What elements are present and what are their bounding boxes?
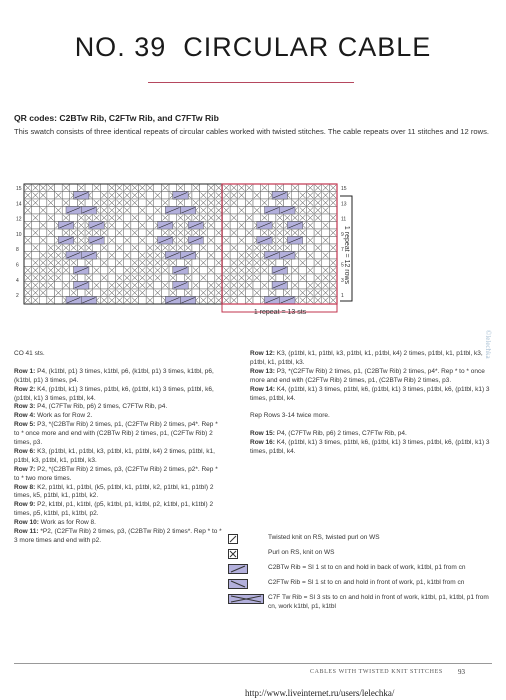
chart-cell <box>184 184 192 192</box>
legend-item-c2ftw <box>228 579 498 589</box>
chart-cell <box>192 274 200 282</box>
chart-cell <box>245 237 253 245</box>
chart-cell <box>291 244 299 252</box>
chart-cell <box>306 229 314 237</box>
chart-cell <box>207 229 215 237</box>
row-text: Work as for Row 2. <box>37 412 93 420</box>
page-number: 93 <box>458 668 465 676</box>
row-number-left: 12 <box>16 216 22 223</box>
chart-cell <box>100 184 108 192</box>
row-number-right: 15 <box>341 186 347 192</box>
chart-cell <box>146 207 154 215</box>
chart-cell <box>161 192 169 200</box>
chart-cell <box>291 274 299 282</box>
row-text: Rep Rows 3-14 twice more. <box>250 412 330 420</box>
chart-cell <box>276 259 284 267</box>
chart-cell <box>47 222 55 230</box>
legend-text: Purl on RS, knit on WS <box>268 549 335 556</box>
chart-cell <box>39 297 47 305</box>
row-number-right: 5 <box>341 262 344 269</box>
row-label: Row 7: <box>14 465 38 473</box>
chart-cell <box>116 252 124 260</box>
row-label: Row 5: <box>14 421 38 429</box>
row-label: Row 12: <box>250 350 277 357</box>
chart-cell <box>123 259 131 267</box>
footer-title: CABLES WITH TWISTED KNIT STITCHES <box>310 669 443 675</box>
row-text: K3, (p1tbl, k1, p1tbl, k3, p1tbl, k1, p1tbl, k4) 2 times, p1tbl, k1, p1tbl, k3, p1tbl, k1, p1tbl, k3. <box>250 350 483 366</box>
row-label: Row 16: <box>250 439 277 447</box>
chart-cell <box>55 297 63 305</box>
side-watermark: ©lelechka <box>484 330 492 359</box>
chart-cell <box>299 184 307 192</box>
chart-cell <box>177 274 185 282</box>
pattern-number: NO. 39 <box>74 32 167 62</box>
row-text: P2, *(C2BTw Rib) 2 times, p3, (C2FTw Rib) 2 times, p2*. Rep * to * two more times. <box>14 465 218 482</box>
legend-text: C2BTw Rib = Sl 1 st to cn and hold in back of work, k1tbl, p1 from cn <box>268 564 466 571</box>
chart-cell <box>55 199 63 207</box>
chart-cell <box>161 289 169 297</box>
chart-cell <box>77 259 85 267</box>
chart-cell <box>123 229 131 237</box>
row-label: Row 2: <box>14 385 38 393</box>
row-label: Row 6: <box>14 447 38 455</box>
chart-cell <box>70 214 78 222</box>
row-label: Row 14: <box>250 385 277 393</box>
row-number-left: 14 <box>16 201 22 208</box>
row-text: P4, (C7FTw Rib, p6) 2 times, C7FTw Rib, p4. <box>37 403 168 411</box>
chart-cell <box>116 222 124 230</box>
row-text: K2, p1tbl, k1, p1tbl, (k5, p1tbl, k1, p1tbl, k2, p1tbl, k1, p1tbl) 2 times, k5, p1tbl, k1, p1tbl, k2. <box>14 483 214 500</box>
chart-cell <box>238 297 246 305</box>
chart-cell <box>207 274 215 282</box>
right-row-2 <box>250 386 494 404</box>
knitting-chart <box>0 176 506 326</box>
chart-cell <box>215 252 223 260</box>
row-number-left: 10 <box>16 231 22 238</box>
page-title <box>0 32 506 63</box>
chart-cell <box>245 289 253 297</box>
c7ftw-icon <box>228 594 264 604</box>
chart-cell <box>276 274 284 282</box>
c2ftw-icon <box>228 579 248 589</box>
row-text: Work as for Row 8. <box>40 519 96 527</box>
row-number-right: 7 <box>341 247 344 254</box>
chart-cell <box>131 222 139 230</box>
row-text: P2, k1tbl, p1, k1tbl, (p5, k1tbl, p1, k1tbl, p2, k1tbl, p1, k1tbl) 2 times, p5, k1tbl, p1, k1tbl, p2. <box>14 501 214 518</box>
chart-cell <box>261 289 269 297</box>
chart-cell <box>169 199 177 207</box>
chart-cell <box>24 244 32 252</box>
chart-cell <box>329 222 337 230</box>
chart-cell <box>253 199 261 207</box>
chart-cell <box>70 199 78 207</box>
legend-text: C2FTw Rib = Sl 1 st to cn and hold in front of work, p1, k1tbl from cn <box>268 579 465 586</box>
chart-cell <box>329 252 337 260</box>
chart-cell <box>284 199 292 207</box>
chart-cell <box>139 229 147 237</box>
left-row-5 <box>14 448 222 466</box>
chart-cell <box>154 199 162 207</box>
chart-cell <box>192 289 200 297</box>
row-label: Row 13: <box>250 367 277 375</box>
chart-cell <box>139 214 147 222</box>
chart-cell <box>230 207 238 215</box>
chart-cell <box>215 267 223 275</box>
right-row-3 <box>250 412 494 421</box>
left-row-6 <box>14 466 222 484</box>
chart-cell <box>200 282 208 290</box>
chart-cell <box>177 259 185 267</box>
instructions-right <box>250 350 494 457</box>
chart-cell <box>154 282 162 290</box>
chart-cell <box>131 237 139 245</box>
legend-item-twisted-knit <box>228 534 498 544</box>
row-text: K4, (p1tbl, k1) 3 times, p1tbl, k6, (p1tbl, k1) 3 times, p1tbl, k6, (p1tbl, k1) 3 times, p1tbl, k4. <box>14 385 214 402</box>
chart-cell <box>222 259 230 267</box>
chart-cell <box>207 244 215 252</box>
chart-cell <box>32 252 40 260</box>
left-row-10 <box>14 528 222 546</box>
chart-cell <box>77 274 85 282</box>
chart-cell <box>245 207 253 215</box>
chart-cell <box>192 244 200 252</box>
chart-cell <box>62 274 70 282</box>
legend-text: C7F Tw Rib = Sl 3 sts to cn and hold in front of work, k1tbl, p1, k1tbl, p1 from cn, work k1tbl, p1, k1tbl <box>268 594 489 610</box>
chart-cell <box>291 192 299 200</box>
chart-cell <box>55 184 63 192</box>
pattern-name: CIRCULAR CABLE <box>183 32 432 62</box>
chart-cell <box>192 192 200 200</box>
chart-cell <box>108 244 116 252</box>
chart-cell <box>184 199 192 207</box>
chart-cell <box>108 274 116 282</box>
chart-cell <box>146 237 154 245</box>
chart-cell <box>55 282 63 290</box>
chart-cell <box>32 237 40 245</box>
chart-cell <box>77 289 85 297</box>
chart-cell <box>322 244 330 252</box>
row-label: Row 11: <box>14 528 41 536</box>
right-row-0 <box>250 350 494 368</box>
chart-cell <box>322 229 330 237</box>
chart-cell <box>161 274 169 282</box>
row-number-left: 15 <box>16 186 22 192</box>
purl-icon <box>228 549 238 559</box>
chart-cell <box>24 214 32 222</box>
chart-cell <box>154 184 162 192</box>
chart-cell <box>139 297 147 305</box>
chart-cell <box>299 267 307 275</box>
row-repeat-label: 1 repeat = 12 rows <box>343 225 350 285</box>
chart-cell <box>93 192 101 200</box>
chart-cell <box>47 289 55 297</box>
row-label: Row 3: <box>14 403 38 411</box>
chart-cell <box>306 259 314 267</box>
chart-cell <box>24 229 32 237</box>
chart-cell <box>62 192 70 200</box>
chart-cell <box>131 207 139 215</box>
chart-cell <box>116 267 124 275</box>
chart-cell <box>131 252 139 260</box>
left-row-3 <box>14 412 222 421</box>
cast-on-line: CO 41 sts. <box>14 350 45 357</box>
chart-cell <box>200 184 208 192</box>
chart-cell <box>55 214 63 222</box>
chart-cell <box>177 289 185 297</box>
chart-cell <box>154 214 162 222</box>
chart-cell <box>314 252 322 260</box>
row-label: Row 10: <box>14 519 41 527</box>
chart-cell <box>329 237 337 245</box>
chart-cell <box>55 229 63 237</box>
twisted-knit-icon <box>228 534 238 544</box>
chart-cell <box>207 259 215 267</box>
chart-cell <box>253 229 261 237</box>
chart-cell <box>284 184 292 192</box>
chart-cell <box>93 274 101 282</box>
chart-cell <box>222 229 230 237</box>
left-row-7 <box>14 484 222 502</box>
chart-cell <box>100 267 108 275</box>
chart-grid <box>24 184 337 304</box>
right-row-1 <box>250 368 494 386</box>
row-number-right: 11 <box>341 216 347 223</box>
chart-cell <box>39 199 47 207</box>
chart-cell <box>314 267 322 275</box>
chart-cell <box>238 199 246 207</box>
chart-cell <box>108 259 116 267</box>
row-number-left: 6 <box>16 262 19 269</box>
row-number-left: 4 <box>16 277 19 284</box>
chart-cell <box>47 237 55 245</box>
legend-item-c7ftw <box>228 594 498 612</box>
row-text: P4, (k1tbl, p1) 3 times, k1tbl, p6, (k1tbl, p1) 3 times, k1tbl, p6, (k1tbl, p1) 3 times, p4. <box>14 367 214 384</box>
row-number-left: 2 <box>16 293 19 300</box>
c2btw-icon <box>228 564 248 574</box>
chart-cell <box>261 274 269 282</box>
chart-cell <box>62 289 70 297</box>
chart-cell <box>291 259 299 267</box>
chart-cell <box>123 244 131 252</box>
chart-cell <box>169 184 177 192</box>
chart-cell <box>306 244 314 252</box>
chart-cell <box>200 267 208 275</box>
chart-cell <box>230 222 238 230</box>
row-label: Row 9: <box>14 501 38 509</box>
chart-cell <box>222 244 230 252</box>
row-label: Row 4: <box>14 412 38 420</box>
chart-cell <box>238 229 246 237</box>
left-row-0 <box>14 368 222 386</box>
chart-cell <box>268 184 276 192</box>
row-number-right: 9 <box>341 231 344 238</box>
row-text: K4, (p1tbl, k1) 3 times, p1tbl, k6, (p1tbl, k1) 3 times, p1tbl, k6, (p1tbl, k1) 3 times, p1tbl, k4. <box>250 439 490 455</box>
left-row-1 <box>14 386 222 404</box>
chart-cell <box>291 289 299 297</box>
chart-cell <box>276 289 284 297</box>
row-text: P3, *(C2FTw Rib) 2 times, p1, (C2BTw Rib) 2 times, p4*. Rep * to * once more and end with (C2FTw Rib) 2 times, p1, (C2BTw Rib) 2 times, p3. <box>250 367 485 384</box>
chart-cell <box>261 192 269 200</box>
chart-cell <box>39 244 47 252</box>
chart-cell <box>222 214 230 222</box>
chart-cell <box>299 282 307 290</box>
chart-cell <box>253 184 261 192</box>
chart-cell <box>299 252 307 260</box>
title-divider <box>148 82 354 83</box>
chart-cell <box>32 222 40 230</box>
chart-cell <box>39 229 47 237</box>
row-number-right: 1 <box>341 293 344 300</box>
left-row-2 <box>14 403 222 412</box>
chart-cell <box>322 259 330 267</box>
qr-codes-heading: QR codes: C2BTw Rib, C2FTw Rib, and C7FTw Rib <box>14 113 219 123</box>
chart-cell <box>322 214 330 222</box>
row-label: Row 15: <box>250 430 277 438</box>
row-text: P3, *(C2BTw Rib) 2 times, p1, (C2FTw Rib) 2 times, p4*. Rep * to * once more and end with (C2BTw Rib) 2 times, p1, (C2FTw Rib) 2 times, p3. <box>14 421 218 447</box>
chart-cell <box>108 229 116 237</box>
row-text: P4, (C7FTw Rib, p6) 2 times, C7FTw Rib, p4. <box>276 430 407 438</box>
chart-cell <box>329 207 337 215</box>
chart-cell <box>314 222 322 230</box>
chart-cell <box>100 252 108 260</box>
row-text: *P2, (C2FTw Rib) 2 times, p3, (C2BTw Rib) 2 times*. Rep * to * 3 more times and end with p2. <box>14 528 222 545</box>
right-row-4 <box>250 430 494 439</box>
chart-cell <box>268 199 276 207</box>
chart-cell <box>85 199 93 207</box>
chart-cell <box>238 244 246 252</box>
chart-cell <box>123 214 131 222</box>
chart-cell <box>245 222 253 230</box>
row-number-right: 3 <box>341 277 344 284</box>
right-row-5 <box>250 439 494 457</box>
row-number-right: 13 <box>341 201 347 208</box>
row-number-left: 8 <box>16 247 19 254</box>
left-row-4 <box>14 421 222 448</box>
intro-text: This swatch consists of three identical repeats of circular cables worked with twisted stitches. The cable repeats over 11 stitches and 12 rows. <box>14 127 489 136</box>
chart-cell <box>32 207 40 215</box>
chart-cell <box>238 214 246 222</box>
chart-cell <box>100 282 108 290</box>
stitch-repeat-label: 1 repeat = 13 sts <box>253 309 307 316</box>
chart-cell <box>245 192 253 200</box>
chart-cell <box>146 289 154 297</box>
chart-cell <box>39 214 47 222</box>
chart-cell <box>139 244 147 252</box>
chart-cell <box>93 259 101 267</box>
legend-item-c2btw <box>228 564 498 574</box>
chart-cell <box>253 214 261 222</box>
chart-cell <box>93 289 101 297</box>
chart-cell <box>139 199 147 207</box>
chart-cell <box>253 282 261 290</box>
chart-cell <box>192 259 200 267</box>
left-row-8 <box>14 501 222 519</box>
chart-cell <box>306 274 314 282</box>
chart-legend <box>228 534 498 617</box>
chart-cell <box>85 184 93 192</box>
row-text: K3, (p1tbl, k1, p1tbl, k3, p1tbl, k1, p1tbl, k4) 2 times, p1tbl, k1, p1tbl, k3, p1tbl, k1, p1tbl, k3. <box>14 447 215 464</box>
chart-cell <box>200 252 208 260</box>
chart-cell <box>154 229 162 237</box>
chart-cell <box>230 252 238 260</box>
chart-cell <box>47 207 55 215</box>
chart-cell <box>47 192 55 200</box>
row-label: Row 1: <box>14 367 38 375</box>
legend-text: Twisted knit on RS, twisted purl on WS <box>268 534 380 541</box>
chart-cell <box>268 214 276 222</box>
chart-cell <box>169 214 177 222</box>
chart-cell <box>154 297 162 305</box>
row-text: K4, (p1tbl, k1) 3 times, p1tbl, k6, (p1tbl, k1) 3 times, p1tbl, k6, (p1tbl, k1) 3 times, p1tbl, k4. <box>250 385 490 402</box>
chart-cell <box>230 237 238 245</box>
legend-item-purl <box>228 549 498 559</box>
chart-cell <box>24 259 32 267</box>
chart-cell <box>146 222 154 230</box>
instructions-left <box>14 350 222 546</box>
watermark-url: http://www.liveinternet.ru/users/lelechka/ <box>245 688 395 698</box>
footer-rule <box>14 663 492 664</box>
chart-cell <box>70 184 78 192</box>
row-label: Row 8: <box>14 483 38 491</box>
chart-cell <box>215 237 223 245</box>
chart-cell <box>253 297 261 305</box>
chart-cell <box>215 222 223 230</box>
left-row-9 <box>14 519 222 528</box>
chart-cell <box>146 192 154 200</box>
chart-cell <box>116 237 124 245</box>
chart-cell <box>314 237 322 245</box>
chart-cell <box>93 244 101 252</box>
